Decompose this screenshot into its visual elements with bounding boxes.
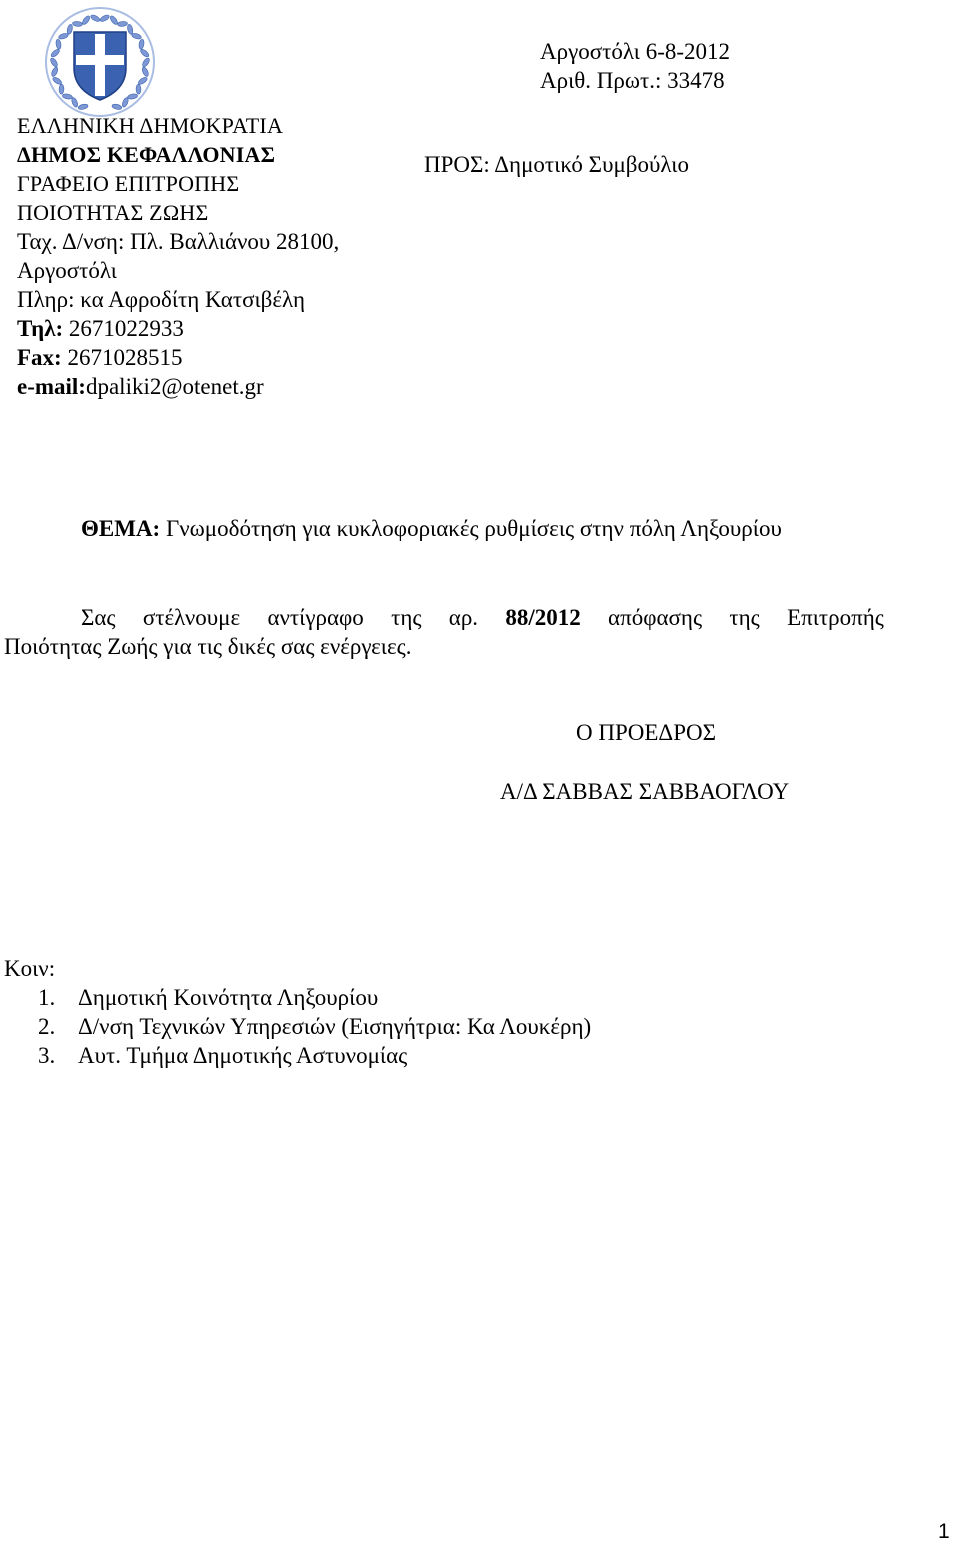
body-line-2: Ποιότητας Ζωής για τις δικές σας ενέργειες. (4, 634, 412, 659)
fax-value: 2671028515 (61, 345, 183, 370)
body-line-1 (4, 603, 884, 632)
sender-office-line2: ΠΟΙΟΤΗΤΑΣ ΖΩΗΣ (17, 200, 209, 225)
sender-email (17, 372, 417, 401)
body-word: της (729, 605, 760, 630)
subject-label: ΘΕΜΑ: (81, 516, 161, 541)
body-word: Σας (81, 605, 116, 630)
body-word: στέλνουμε (142, 605, 241, 630)
date-protocol-block (540, 37, 780, 95)
subject-line (81, 514, 782, 543)
recipient: ΠΡΟΣ: Δημοτικό Συμβούλιο (424, 152, 689, 177)
sender-address-line2: Αργοστόλι (17, 258, 117, 283)
sender-fax (17, 343, 417, 372)
body-word: Επιτροπής (787, 605, 884, 630)
list-item-number: 2. (38, 1014, 56, 1039)
sender-block (17, 111, 417, 401)
cc-label: Κοιν: (4, 956, 56, 981)
fax-label: Fax: (17, 345, 62, 370)
cc-block (4, 954, 591, 1070)
protocol-number: Αριθ. Πρωτ.: 33478 (540, 68, 725, 93)
body-word: απόφασης (608, 605, 703, 630)
sender-office-line1: ΓΡΑΦΕΙΟ ΕΠΙΤΡΟΠΗΣ (17, 171, 240, 196)
body-word: αντίγραφο (267, 605, 364, 630)
page-number: 1 (938, 1520, 950, 1543)
list-item-text: Δ/νση Τεχνικών Υπηρεσιών (Εισηγήτρια: Κα Λουκέρη) (78, 1014, 592, 1039)
decision-number: 88/2012 (505, 605, 581, 630)
sender-country: ΕΛΛΗΝΙΚΗ ΔΗΜΟΚΡΑΤΙΑ (17, 113, 284, 138)
signature-title: Ο ΠΡΟΕΔΡΟΣ (576, 720, 716, 745)
list-item-number: 3. (38, 1043, 56, 1068)
subject-text: Γνωμοδότηση για κυκλοφοριακές ρυθμίσεις στην πόλη Ληξουρίου (160, 516, 782, 541)
sender-address-line1: Ταχ. Δ/νση: Πλ. Βαλλιάνου 28100, (17, 229, 340, 254)
email-label: e-mail: (17, 374, 86, 399)
list-item-text: Αυτ. Τμήμα Δημοτικής Αστυνομίας (78, 1043, 408, 1068)
sender-phone (17, 314, 417, 343)
list-item (4, 1041, 591, 1070)
place-date: Αργοστόλι 6-8-2012 (540, 39, 731, 64)
sender-contact: Πληρ: κα Αφροδίτη Κατσιβέλη (17, 287, 306, 312)
email-value: dpaliki2@otenet.gr (85, 374, 264, 399)
phone-value: 2671022933 (63, 316, 184, 341)
list-item-text: Δημοτική Κοινότητα Ληξουρίου (78, 985, 379, 1010)
list-item (4, 983, 591, 1012)
body-word: της (391, 605, 422, 630)
list-item-number: 1. (38, 985, 56, 1010)
body-paragraph (4, 603, 884, 661)
signature-name: Α/Δ ΣΑΒΒΑΣ ΣΑΒΒΑΟΓΛΟΥ (500, 779, 790, 804)
cc-list (4, 983, 591, 1070)
body-word: αρ. (448, 605, 479, 630)
greek-state-emblem-icon (44, 6, 156, 118)
phone-label: Τηλ: (17, 316, 64, 341)
list-item (4, 1012, 591, 1041)
sender-municipality: ΔΗΜΟΣ ΚΕΦΑΛΛΟΝΙΑΣ (17, 142, 276, 167)
